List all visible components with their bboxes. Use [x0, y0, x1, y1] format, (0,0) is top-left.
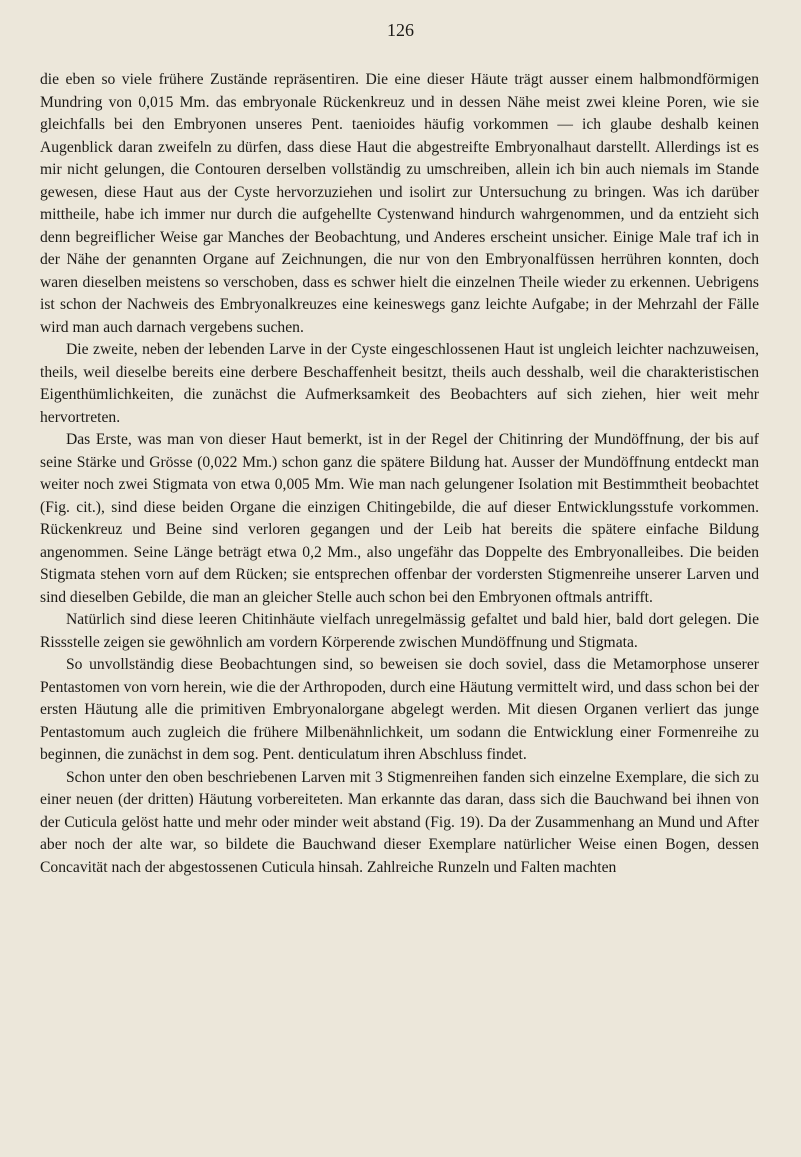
paragraph: Die zweite, neben der lebenden Larve in der Cyste eingeschlossenen Haut ist ungleich leichter nachzuweisen, theils, weil dieselbe bereits eine derbere Beschaffenheit besitzt, theils auch desshalb, weil die charakteristischen Eigenthümlichkeiten, die zunächst die Aufmerksamkeit des Beobachters auf sich ziehen, hier weit mehr hervortreten.	[40, 341, 759, 426]
page-number: 126	[387, 20, 414, 40]
paragraph: So unvollständig diese Beobachtungen sind, so beweisen sie doch soviel, dass die Metamorphose unserer Pentastomen von vorn herein, wie die der Arthropoden, durch eine Häutung vermittelt wird, und dass schon bei der ersten Häutung alle die primitiven Embryonalorgane abgelegt werden. Mit diesen Organen verliert das junge Pentastomum auch zugleich die frühere Milbenähnlichkeit, um sodann die Entwicklung einer Formenreihe zu beginnen, die zunächst in dem sog. Pent. denticulatum ihren Abschluss findet.	[40, 656, 759, 763]
paragraph: Schon unter den oben beschriebenen Larven mit 3 Stigmenreihen fanden sich einzelne Exemplare, die sich zu einer neuen (der dritten) Häutung vorbereiteten. Man erkannte das daran, dass sich die Bauchwand bei ihnen von der Cuticula gelöst hatte und mehr oder minder weit abstand (Fig. 19). Da der Zusammenhang an Mund und After aber noch der alte war, so bildete die Bauchwand dieser Exemplare natürlicher Weise einen Bogen, dessen Concavität nach der abgestossenen Cuticula hinsah. Zahlreiche Runzeln und Falten machten	[40, 768, 759, 876]
paragraph: Natürlich sind diese leeren Chitinhäute vielfach unregelmässig gefaltet und bald hier, bald dort gelegen. Die Rissstelle zeigen sie gewöhnlich am vordern Körperende zwischen Mundöffnung und Stigmata.	[40, 611, 759, 651]
paragraph: Das Erste, was man von dieser Haut bemerkt, ist in der Regel der Chitinring der Mundöffnung, der bis auf seine Stärke und Grösse (0,022 Mm.) schon ganz die spätere Bildung hat. Ausser der Mundöffnung entdeckt man weiter noch zwei Stigmata von etwa 0,005 Mm. Wie man nach gelungener Isolation mit Bestimmtheit beobachtet (Fig. cit.), sind diese beiden Organe die einzigen Chitingebilde, die auf dieser Entwicklungsstufe vorkommen. Rückenkreuz und Beine sind verloren gegangen und der Leib hat bereits die spätere einfache Bildung angenommen. Seine Länge beträgt etwa 0,2 Mm., also ungefähr das Doppelte des Embryonalleibes. Die beiden Stigmata stehen vorn auf dem Rücken; sie entsprechen offenbar der vordersten Stigmenreihe unserer Larven und sind dieselben Gebilde, die man an gleicher Stelle auch schon bei den Embryonen oftmals antrifft.	[40, 431, 759, 606]
body-text	[40, 69, 759, 879]
paragraph: die eben so viele frühere Zustände repräsentiren. Die eine dieser Häute trägt ausser einem halbmondförmigen Mundring von 0,015 Mm. das embryonale Rückenkreuz und in dessen Nähe meist zwei kleine Poren, wie sie gleichfalls bei den Embryonen unseres Pent. taenioides häufig vorkommen — ich glaube deshalb keinen Augenblick daran zweifeln zu dürfen, dass diese Haut die abgestreifte Embryonalhaut darstellt. Allerdings ist es mir nicht gelungen, die Contouren derselben vollständig zu umschreiben, allein ich bin auch niemals im Stande gewesen, diese Haut aus der Cyste hervorzuziehen und isolirt zur Untersuchung zu bringen. Was ich darüber mittheile, habe ich immer nur durch die aufgehellte Cystenwand hindurch wahrgenommen, und da entzieht sich denn begreiflicher Weise gar Manches der Beobachtung, und Anderes erscheint unsicher. Einige Male traf ich in der Nähe der genannten Organe auf Zeichnungen, die nur von den Embryonalfüssen herrühren konnten, doch waren dieselben meistens so verschoben, dass es schwer hielt die einzelnen Theile wieder zu erkennen. Uebrigens ist schon der Nachweis des Embryonalkreuzes eine keineswegs ganz leichte Aufgabe; in der Mehrzahl der Fälle wird man auch darnach vergebens suchen.	[40, 71, 759, 336]
